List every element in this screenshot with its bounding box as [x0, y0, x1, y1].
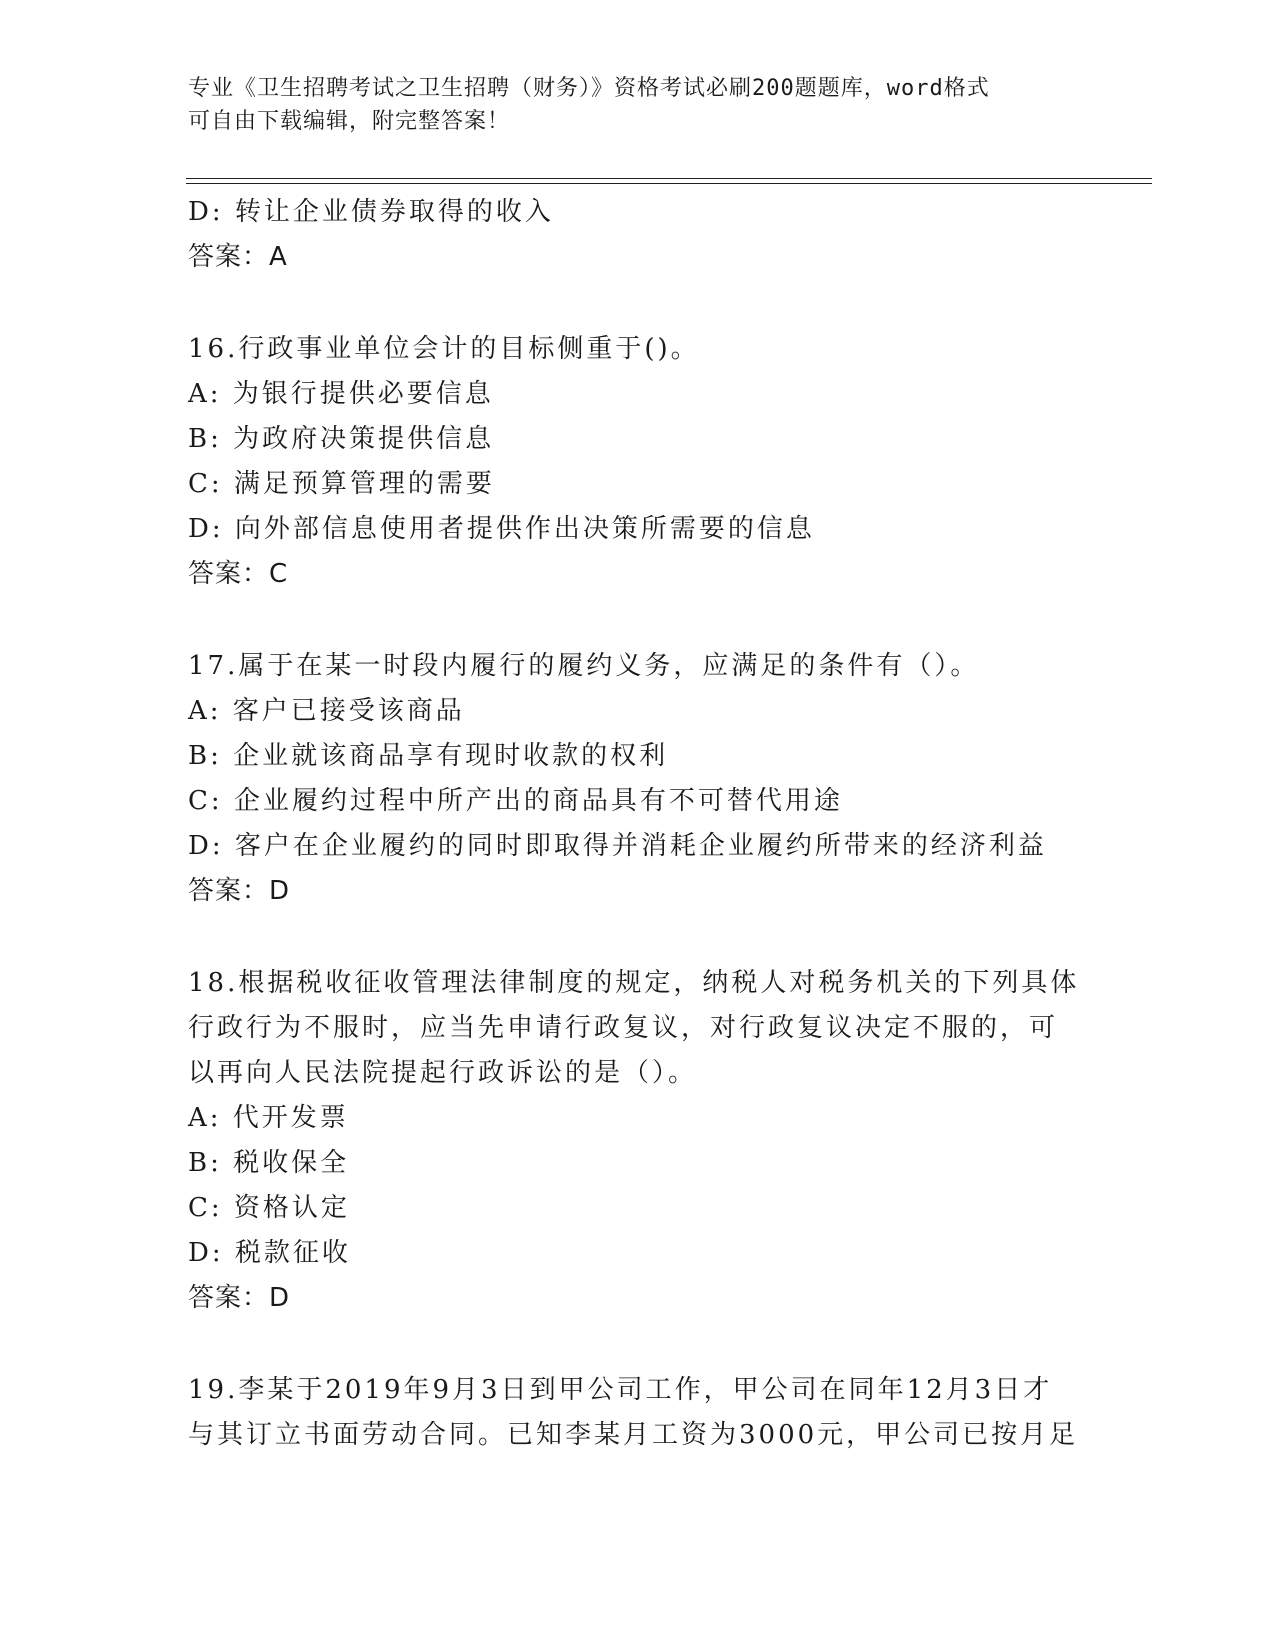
question-16 — [188, 327, 1088, 597]
option-a: A: 代开发票 — [188, 1103, 349, 1133]
prev-option-d: D: 转让企业债券取得的收入 — [188, 197, 554, 227]
spacer — [188, 280, 1088, 327]
spacer — [188, 1321, 1088, 1368]
question-17 — [188, 644, 1088, 914]
prev-answer: 答案：A — [188, 242, 288, 272]
option-b: B: 税收保全 — [188, 1148, 350, 1178]
option-d: D: 客户在企业履约的同时即取得并消耗企业履约所带来的经济利益 — [188, 831, 1047, 861]
answer: 答案：D — [188, 876, 291, 906]
question-text-line-1: 18.根据税收征收管理法律制度的规定，纳税人对税务机关的下列具体 — [188, 968, 1080, 998]
question-18 — [188, 961, 1088, 1321]
option-b: B: 企业就该商品享有现时收款的权利 — [188, 741, 669, 771]
question-text: 16.行政事业单位会计的目标侧重于()。 — [188, 334, 700, 364]
answer: 答案：C — [188, 559, 289, 589]
question-text-line-1: 19.李某于2019年9月3日到甲公司工作，甲公司在同年12月3日才 — [188, 1375, 1053, 1405]
question-text-line-2: 与其订立书面劳动合同。已知李某月工资为3000元，甲公司已按月足 — [188, 1420, 1079, 1450]
option-b: B: 为政府决策提供信息 — [188, 424, 495, 454]
option-a: A: 客户已接受该商品 — [188, 696, 465, 726]
question-text-line-3: 以再向人民法院提起行政诉讼的是（）。 — [188, 1058, 698, 1088]
document-body — [188, 190, 1088, 1458]
option-c: C: 企业履约过程中所产出的商品具有不可替代用途 — [188, 786, 843, 816]
header-line-2: 可自由下载编辑，附完整答案！ — [188, 109, 511, 134]
spacer — [188, 914, 1088, 961]
option-a: A: 为银行提供必要信息 — [188, 379, 494, 409]
header-divider-bottom — [186, 183, 1152, 184]
question-text-line-2: 行政行为不服时，应当先申请行政复议，对行政复议决定不服的，可 — [188, 1013, 1059, 1043]
document-header — [188, 72, 1088, 138]
spacer — [188, 597, 1088, 644]
option-c: C: 满足预算管理的需要 — [188, 469, 495, 499]
header-line-1: 专业《卫生招聘考试之卫生招聘（财务）》资格考试必刷200题题库，word格式 — [188, 76, 990, 101]
option-d: D: 税款征收 — [188, 1238, 351, 1268]
header-divider-top — [186, 178, 1152, 179]
question-19 — [188, 1368, 1088, 1458]
option-d: D: 向外部信息使用者提供作出决策所需要的信息 — [188, 514, 815, 544]
question-text: 17.属于在某一时段内履行的履约义务，应满足的条件有（）。 — [188, 651, 980, 681]
option-c: C: 资格认定 — [188, 1193, 350, 1223]
answer: 答案：D — [188, 1283, 291, 1313]
